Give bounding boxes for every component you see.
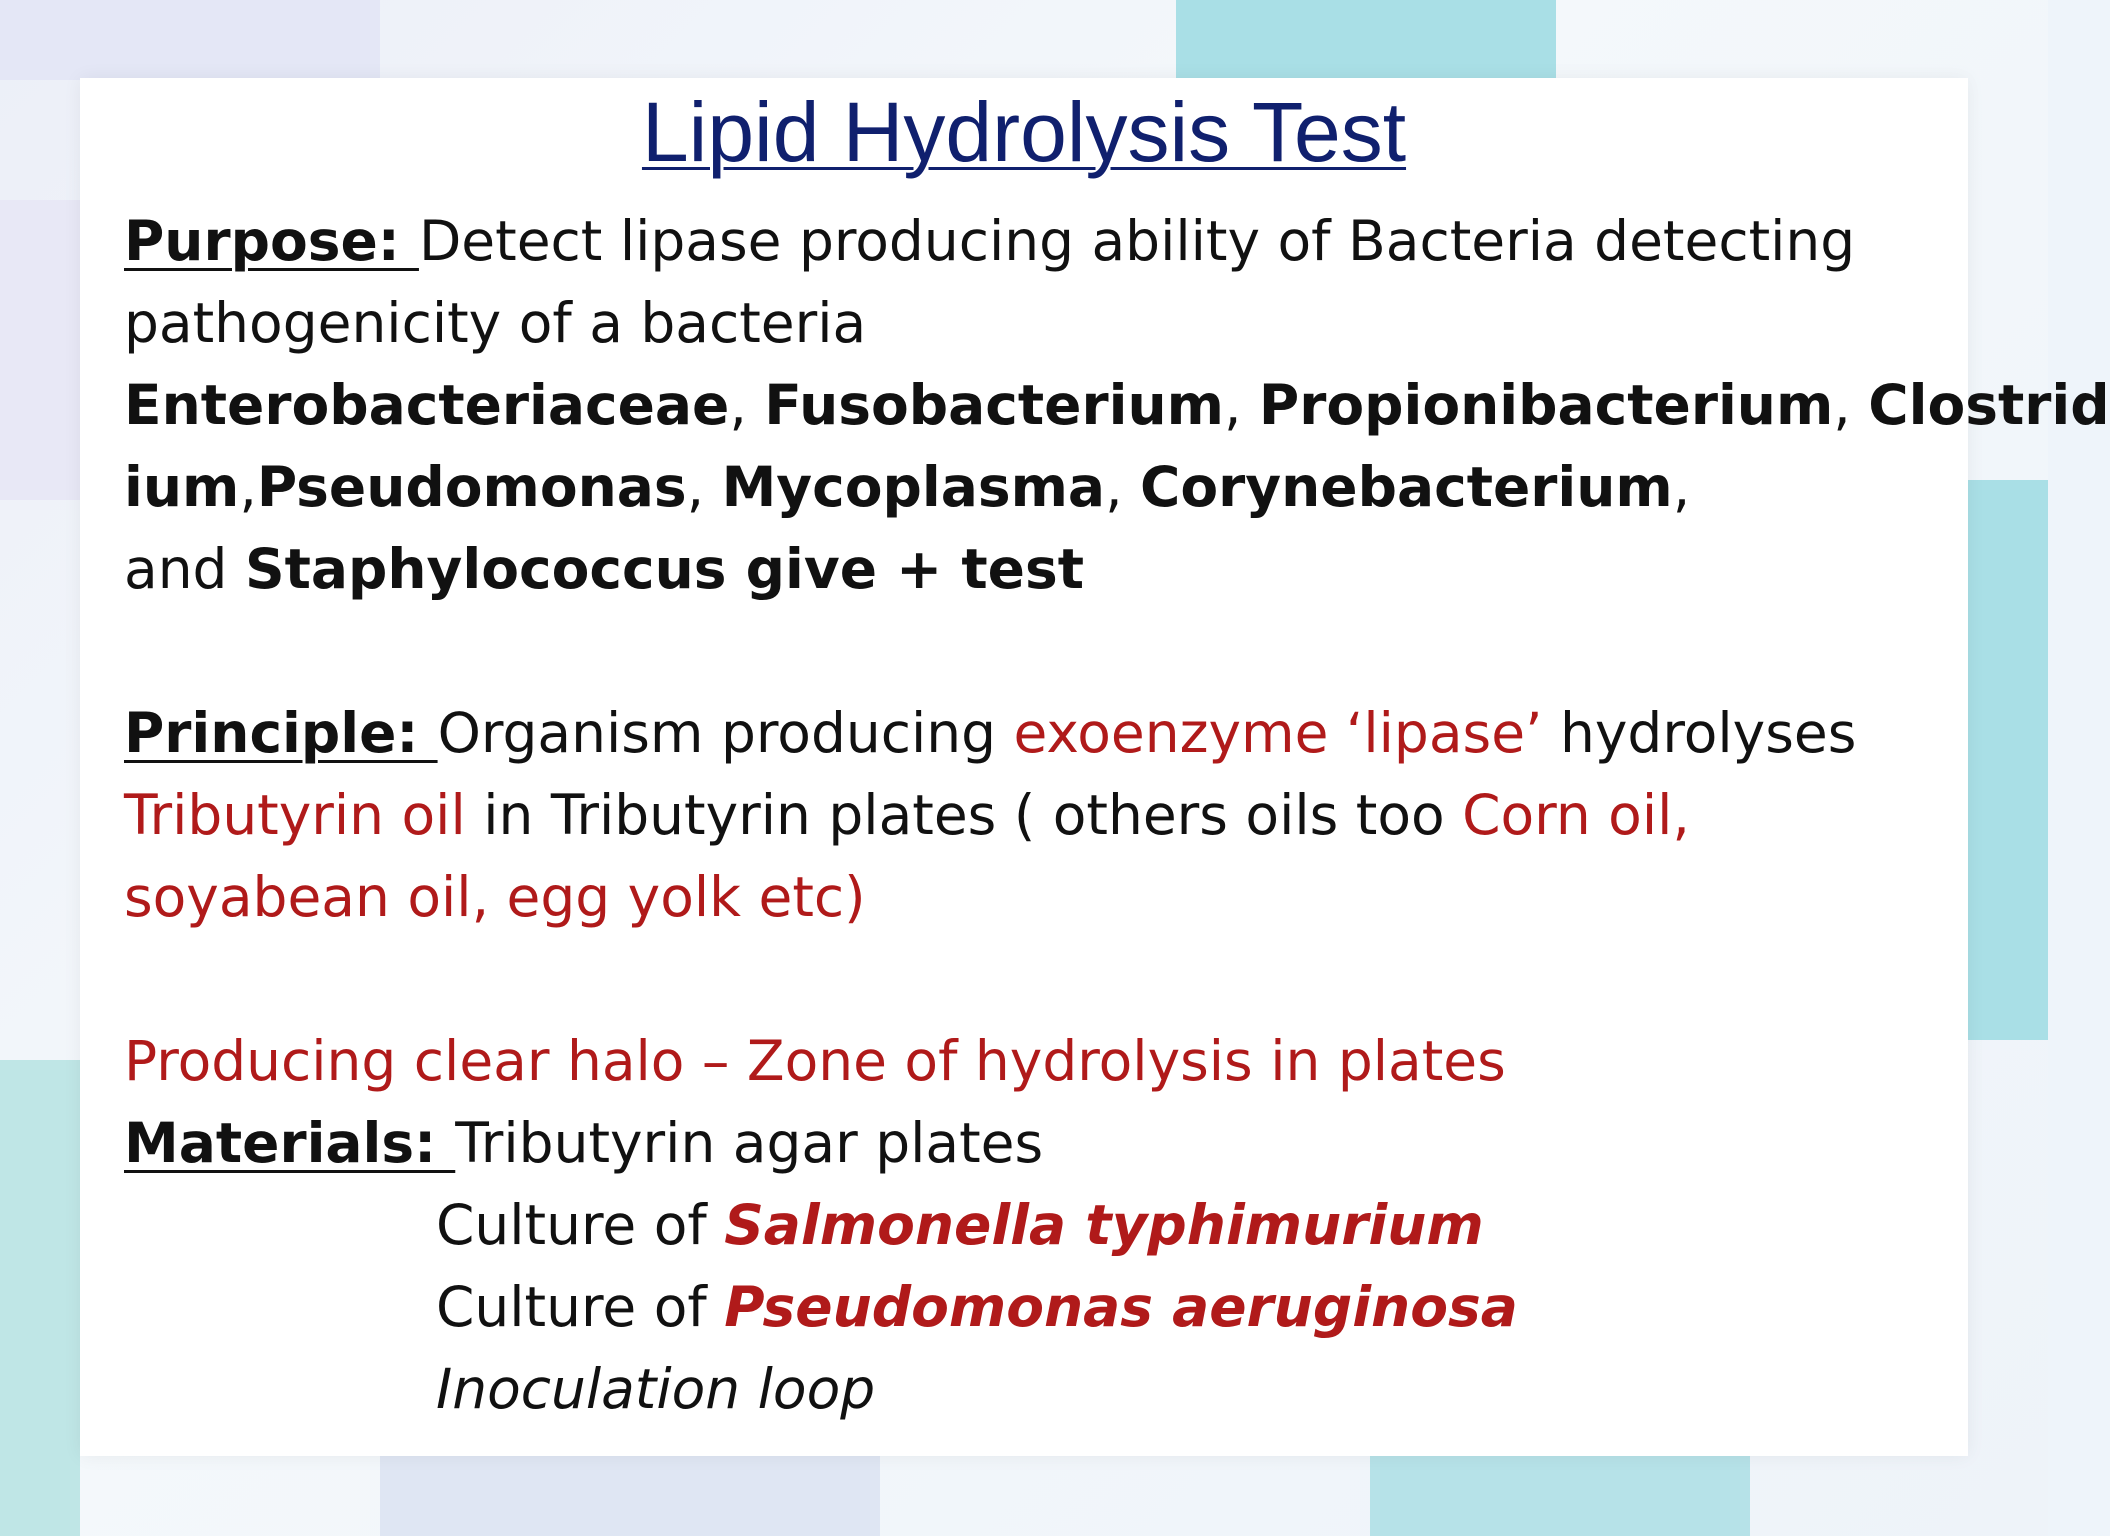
result-line: Producing clear halo – Zone of hydrolysis in plates — [124, 1029, 1506, 1093]
material-item: Tributyrin agar plates — [455, 1111, 1044, 1175]
organism-name: Pseudomonas aeruginosa — [724, 1275, 1518, 1339]
background-block — [0, 200, 80, 500]
slide-body — [124, 200, 2110, 1430]
background-block — [0, 1060, 80, 1536]
organism: Fusobacterium — [764, 373, 1224, 437]
material-item: Culture of — [436, 1193, 725, 1257]
purpose-label: Purpose: — [124, 209, 419, 273]
organism: Propionibacterium — [1258, 373, 1834, 437]
purpose-text: Detect lipase producing ability of Bacteria detecting — [418, 209, 1856, 273]
organism-name: Salmonella typhimurium — [724, 1193, 1484, 1257]
separator: , — [1833, 373, 1869, 437]
highlight-text: Corn oil, — [1462, 783, 1690, 847]
principle-label: Principle: — [124, 701, 438, 765]
purpose-line-2 — [124, 282, 1944, 364]
organism: Corynebacterium — [1140, 455, 1673, 519]
organisms-line-3 — [124, 528, 1944, 610]
materials-line-1 — [124, 1102, 1944, 1184]
background-block — [1370, 1456, 1750, 1536]
slide — [80, 78, 2110, 1456]
background-block — [1960, 480, 2048, 1040]
separator: , — [729, 373, 765, 437]
slide-title: Lipid Hydrolysis Test — [641, 85, 1407, 179]
principle-line-2 — [124, 774, 1944, 856]
separator: , — [239, 455, 257, 519]
organism: ium — [124, 455, 240, 519]
materials-line-3 — [124, 1266, 1944, 1348]
separator: , — [1672, 455, 1691, 519]
spacer — [124, 610, 1944, 692]
background-block — [1176, 0, 1556, 80]
highlight-text: exoenzyme ‘lipase’ — [1013, 701, 1543, 765]
background-block — [0, 0, 380, 80]
principle-text: in Tributyrin plates ( others oils too — [465, 783, 1463, 847]
material-item: Inoculation loop — [436, 1357, 876, 1421]
material-item: Culture of — [436, 1275, 725, 1339]
principle-line-3 — [124, 856, 1944, 938]
highlight-text: Tributyrin oil — [124, 783, 466, 847]
separator: , — [1223, 373, 1259, 437]
background-block — [380, 1456, 880, 1536]
purpose-line-1 — [124, 200, 1944, 282]
organism: Staphylococcus give + test — [244, 537, 1085, 601]
materials-line-2 — [124, 1184, 1944, 1266]
separator: , — [1105, 455, 1141, 519]
spacer — [124, 938, 1944, 1020]
conjunction: and — [124, 537, 245, 601]
organisms-line-1 — [124, 364, 2110, 446]
materials-label: Materials: — [124, 1111, 456, 1175]
organism: Clostrid — [1868, 373, 2110, 437]
principle-text: Organism producing — [437, 701, 1014, 765]
principle-text: hydrolyses — [1542, 701, 1857, 765]
principle-line-1 — [124, 692, 1944, 774]
materials-line-4 — [124, 1348, 1944, 1430]
purpose-text: pathogenicity of a bacteria — [124, 291, 867, 355]
organisms-line-2 — [124, 446, 1944, 528]
separator: , — [686, 455, 722, 519]
highlight-text: soyabean oil, egg yolk etc) — [124, 865, 866, 929]
organism: Enterobacteriaceae — [124, 373, 730, 437]
organism: Mycoplasma — [721, 455, 1106, 519]
organism: Pseudomonas — [256, 455, 687, 519]
